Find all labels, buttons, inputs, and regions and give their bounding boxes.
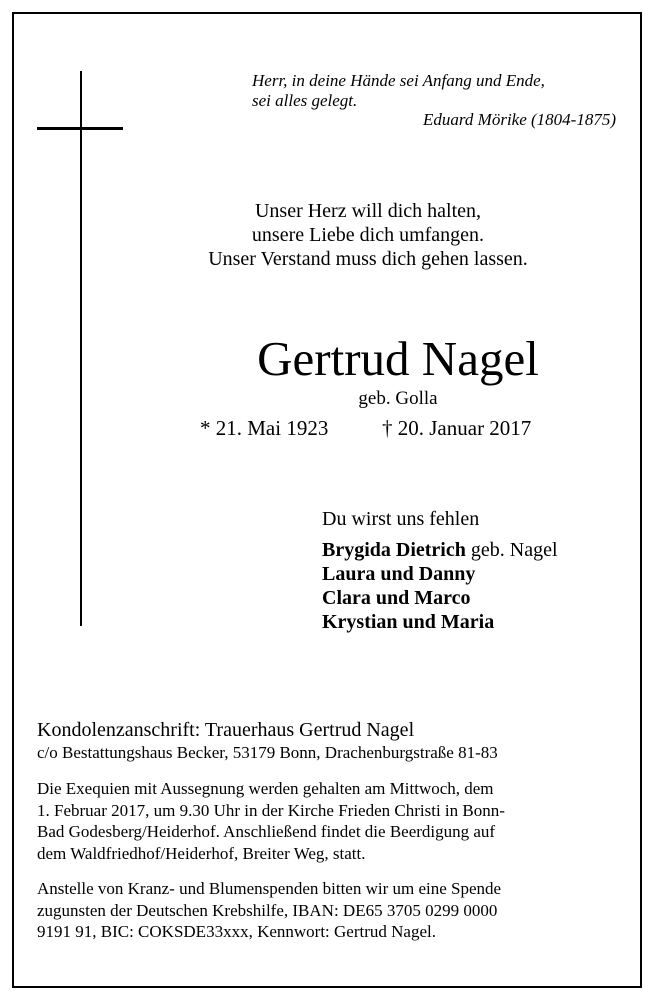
- family-member: [322, 610, 642, 634]
- condolence-address-title: Kondolenzanschrift: Trauerhaus Gertrud Nagel: [37, 719, 415, 741]
- family-intro: Du wirst uns fehlen: [322, 508, 480, 530]
- donation-line: 9191 91, BIC: COKSDE33xxx, Kennwort: Gertrud Nagel.: [37, 922, 436, 941]
- death-date: † 20. Januar 2017: [382, 416, 532, 440]
- quote-author: Eduard Mörike (1804-1875): [423, 110, 616, 129]
- birth-date: * 21. Mai 1923: [200, 416, 329, 440]
- cross-horizontal-beam: [37, 127, 123, 130]
- family-member-name: Clara und Marco: [322, 587, 471, 609]
- family-member-name: Brygida Dietrich: [322, 539, 466, 561]
- service-paragraph: [37, 778, 627, 864]
- donation-paragraph: [37, 878, 627, 943]
- verse-line: Unser Herz will dich halten,: [254, 200, 482, 222]
- condolence-address: c/o Bestattungshaus Becker, 53179 Bonn, Drachenburgstraße 81-83: [37, 743, 498, 762]
- service-line: 1. Februar 2017, um 9.30 Uhr in der Kirche Frieden Christi in Bonn-: [37, 800, 505, 820]
- family-member: [322, 562, 642, 586]
- verse-block: [140, 199, 596, 271]
- quote-line: Herr, in deine Hände sei Anfang und Ende,: [252, 71, 545, 90]
- maiden-name: geb. Golla: [358, 388, 438, 409]
- footer-block: [37, 718, 627, 943]
- family-member: [322, 586, 642, 610]
- cross-vertical-beam: [80, 71, 82, 626]
- service-line: dem Waldfriedhof/Heiderhof, Breiter Weg, statt.: [37, 843, 366, 863]
- verse-line: unsere Liebe dich umfangen.: [251, 224, 485, 246]
- service-line: Bad Godesberg/Heiderhof. Anschließend findet die Beerdigung auf: [37, 822, 496, 841]
- family-member-name: Krystian und Maria: [322, 611, 495, 633]
- donation-line: zugunsten der Deutschen Krebshilfe, IBAN: DE65 3705 0299 0000: [37, 900, 498, 920]
- deceased-name: Gertrud Nagel: [257, 331, 539, 386]
- family-member-suffix: geb. Nagel: [465, 539, 558, 561]
- service-line: Die Exequien mit Aussegnung werden gehalten am Mittwoch, dem: [37, 779, 494, 798]
- donation-line: Anstelle von Kranz- und Blumenspenden bitten wir um eine Spende: [37, 879, 502, 898]
- family-member: [322, 538, 642, 562]
- quote-line: sei alles gelegt.: [252, 90, 358, 110]
- verse-line: Unser Verstand muss dich gehen lassen.: [208, 248, 528, 270]
- quote-block: [252, 71, 616, 130]
- family-member-name: Laura und Danny: [322, 563, 476, 585]
- family-block: [322, 507, 642, 634]
